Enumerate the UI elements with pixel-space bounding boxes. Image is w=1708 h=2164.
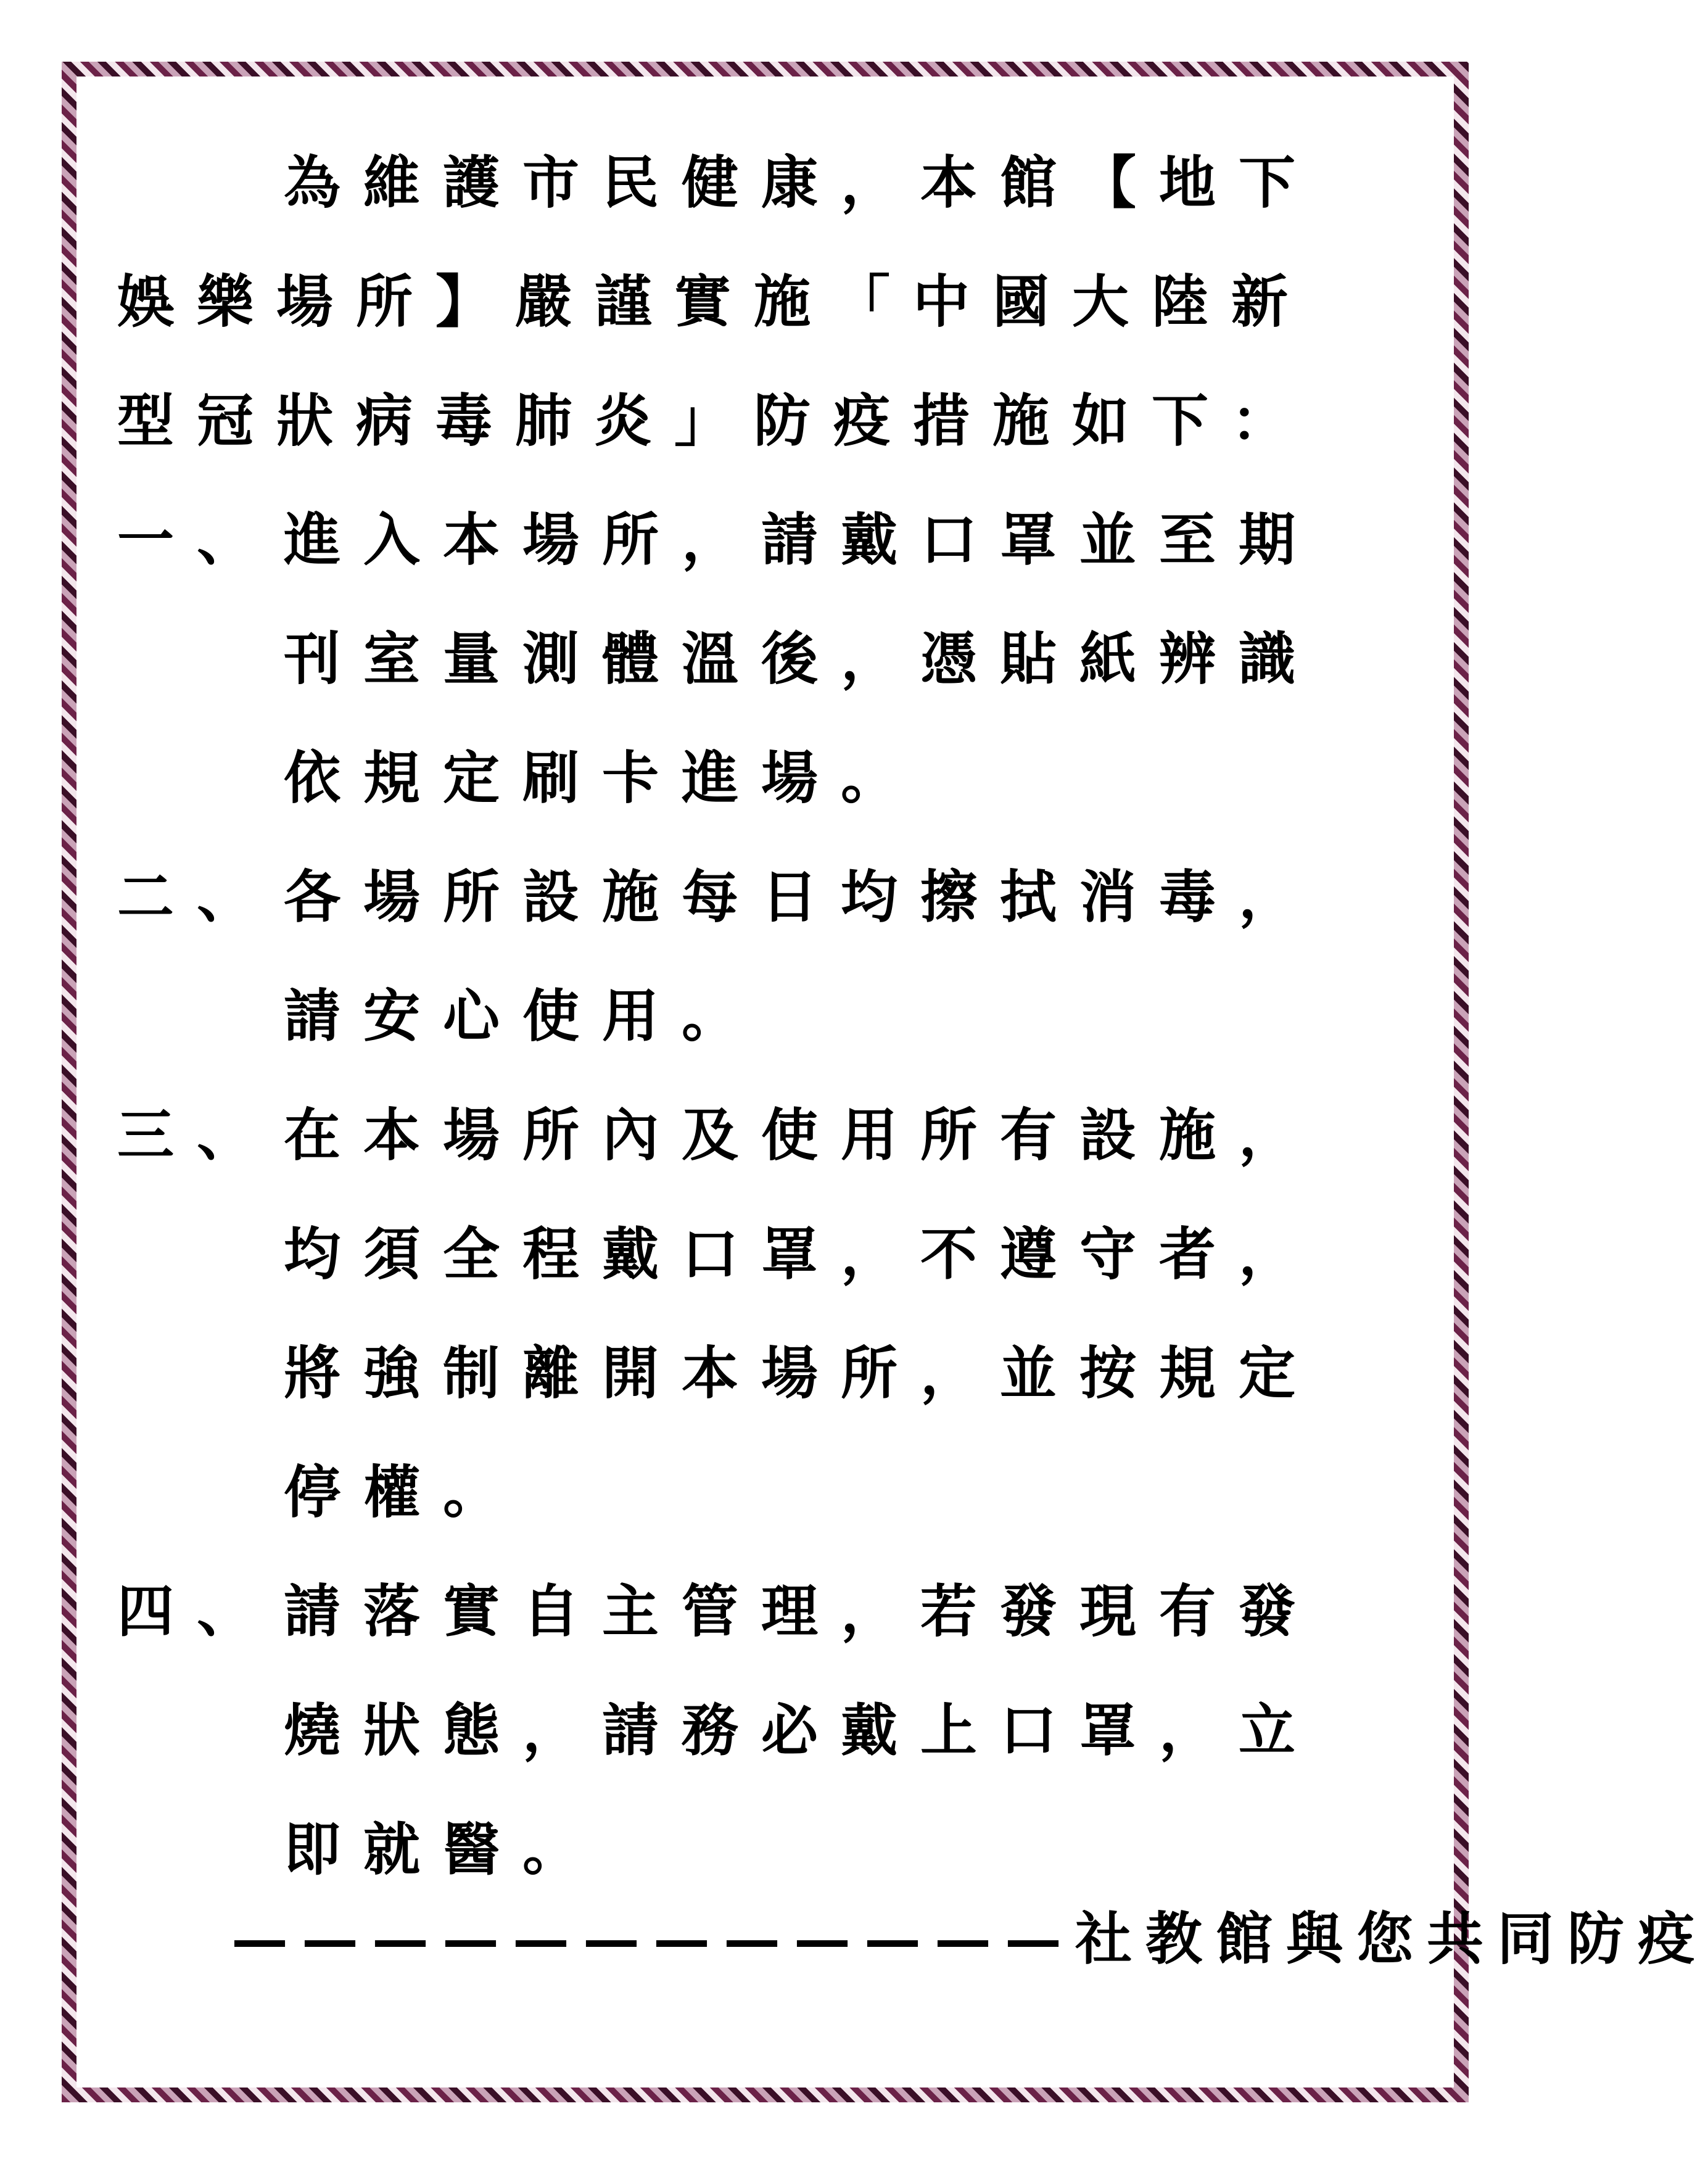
item-3-line: 將強制離開本場所，並按規定: [284, 1340, 1319, 1406]
item-1-label: 一、: [117, 506, 277, 573]
item-2-text: 各場所設施每日均擦拭消毒，: [284, 864, 1319, 930]
item-4-line: [117, 1552, 1419, 1671]
item-2-line: 請安心使用。: [284, 983, 762, 1049]
item-2-label: 二、: [117, 864, 277, 930]
intro-line: 娛樂場所】嚴謹實施「中國大陸新: [117, 268, 1311, 335]
item-3-line: [117, 1076, 1419, 1195]
item-4-label: 四、: [117, 1578, 277, 1645]
notice-body: [117, 123, 1419, 1909]
item-3-text: 在本場所內及使用所有設施，: [284, 1102, 1319, 1168]
item-4-text: 請落實自主管理，若發現有發: [284, 1578, 1319, 1645]
intro-line: 為維護市民健康，本館【地下: [284, 149, 1319, 216]
intro-line: 型冠狀病毒肺炎」防疫措施如下：: [117, 387, 1311, 454]
item-3-line: 均須全程戴口罩，不遵守者，: [284, 1221, 1319, 1287]
item-1-line: [117, 481, 1419, 600]
item-4-line: 即就醫。: [284, 1816, 603, 1883]
signature: ————————————社教館與您共同防疫: [231, 1906, 1708, 1972]
item-1-line: 刊室量測體溫後，憑貼紙辨識: [284, 626, 1319, 692]
item-4-line: 燒狀態，請務必戴上口罩，立: [284, 1697, 1319, 1764]
item-3-line: 停權。: [284, 1459, 523, 1526]
item-2-line: [117, 838, 1419, 957]
item-1-text: 進入本場所，請戴口罩並至期: [284, 506, 1319, 573]
item-1-line: 依規定刷卡進場。: [284, 745, 921, 811]
item-3-label: 三、: [117, 1102, 277, 1168]
